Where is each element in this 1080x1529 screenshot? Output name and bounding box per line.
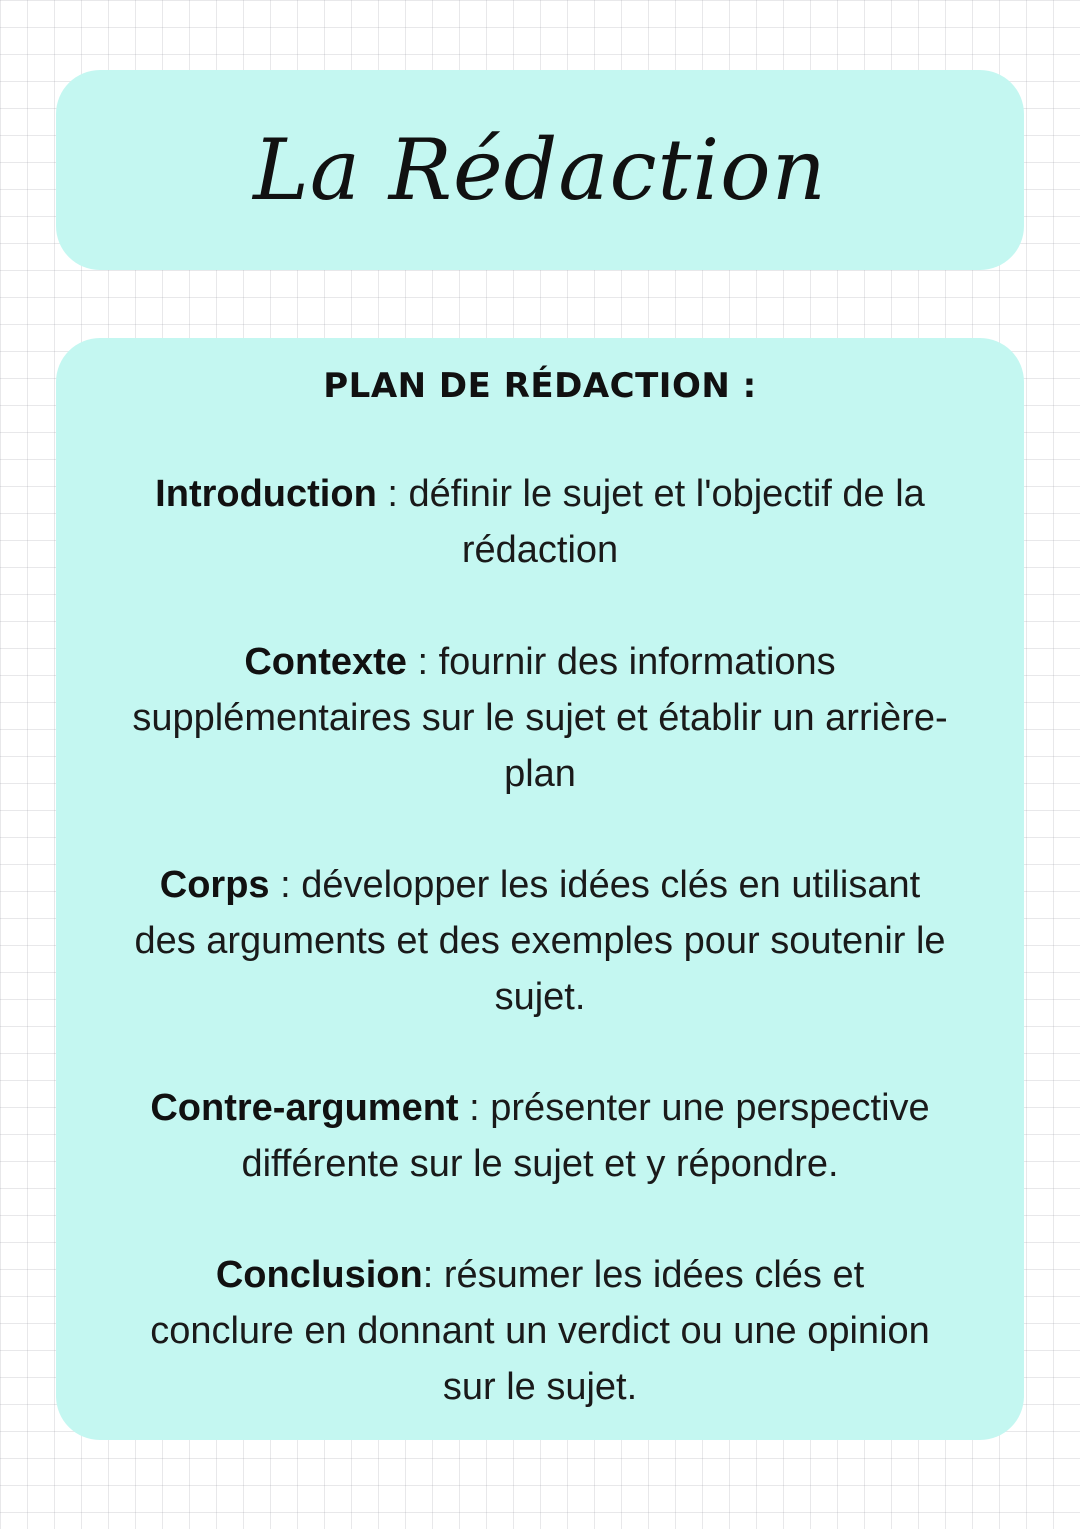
section-separator: : <box>269 864 302 906</box>
section-text: présenter une perspective différente sur le sujet et y répondre. <box>241 1087 930 1185</box>
section-term: Introduction <box>155 473 377 515</box>
section-term: Corps <box>159 864 270 906</box>
section-contexte <box>56 634 1024 802</box>
section-separator: : <box>376 473 409 515</box>
section-contre-argument <box>56 1080 1024 1192</box>
section-text: fournir des informations supplémentaires sur le sujet et établir un arrière-plan <box>132 641 948 795</box>
section-text: définir le sujet et l'objectif de la rédaction <box>408 473 925 571</box>
section-term: Conclusion <box>215 1254 423 1296</box>
section-text: développer les idées clés en utilisant des arguments et des exemples pour soutenir le sujet. <box>134 864 946 1018</box>
page-title: La Rédaction <box>253 121 827 219</box>
section-separator: : <box>422 1254 444 1296</box>
section-separator: : <box>458 1087 491 1129</box>
section-corps <box>56 857 1024 1025</box>
plan-heading: PLAN DE RÉDACTION : <box>323 366 757 406</box>
section-conclusion <box>56 1247 1024 1415</box>
section-separator: : <box>406 641 439 683</box>
section-introduction <box>56 466 1024 578</box>
section-text: résumer les idées clés et conclure en donnant un verdict ou une opinion sur le sujet. <box>150 1254 930 1408</box>
section-term: Contexte <box>244 641 407 683</box>
section-term: Contre-argument <box>150 1087 459 1129</box>
title-card <box>56 70 1024 270</box>
